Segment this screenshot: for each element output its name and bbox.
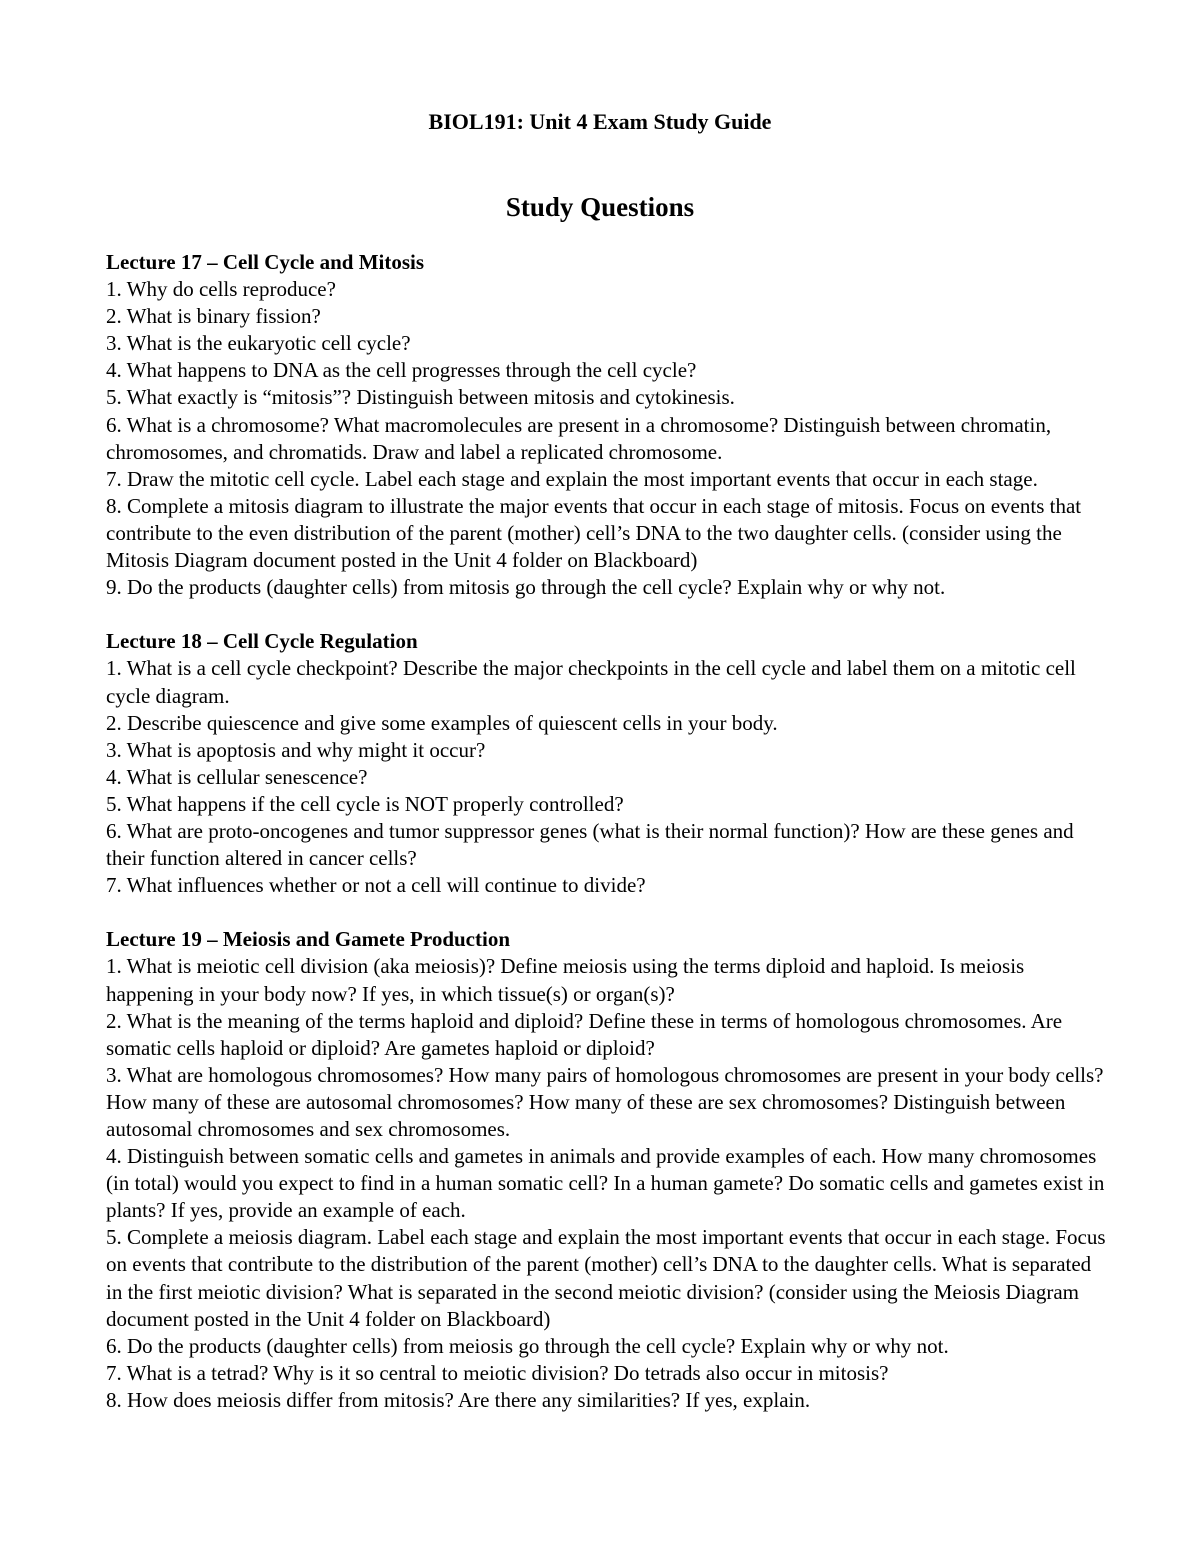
study-question: 2. Describe quiescence and give some examples of quiescent cells in your body. <box>106 710 778 735</box>
study-question: 7. What is a tetrad? Why is it so central to meiotic division? Do tetrads also occur in mitosis? <box>106 1360 889 1385</box>
study-question: 6. Do the products (daughter cells) from meiosis go through the cell cycle? Explain why or why not. <box>106 1333 949 1358</box>
study-question: 3. What is apoptosis and why might it occur? <box>106 737 486 762</box>
study-question: 3. What is the eukaryotic cell cycle? <box>106 331 411 356</box>
study-question: 1. What is meiotic cell division (aka meiosis)? Define meiosis using the terms diploid and haploid. Is meiosis happening in your body now? If yes, in which tissue(s) or organ(s)? <box>106 954 1025 1006</box>
study-question: 4. What happens to DNA as the cell progresses through the cell cycle? <box>106 358 697 383</box>
study-question: 1. What is a cell cycle checkpoint? Describe the major checkpoints in the cell cycle and label them on a mitotic cell cycle diagram. <box>106 656 1076 708</box>
study-question: 7. Draw the mitotic cell cycle. Label each stage and explain the most important events that occur in each stage. <box>106 466 1038 491</box>
study-question: 6. What are proto-oncogenes and tumor suppressor genes (what is their normal function)? How are these genes and their function altered in cancer cells? <box>106 818 1074 871</box>
study-question: 4. What is cellular senescence? <box>106 764 368 789</box>
study-question: 7. What influences whether or not a cell will continue to divide? <box>106 873 646 898</box>
study-question: 8. Complete a mitosis diagram to illustrate the major events that occur in each stage of mitosis. Focus on events that contribute to the even distribution of the parent (mother) cell’s DNA to the two daughter cells. (consider using the Mitosis Diagram document posted in the Unit 4 folder on Blackboard) <box>106 493 1082 573</box>
section-heading: Lecture 19 – Meiosis and Gamete Production <box>106 927 511 952</box>
study-question: 9. Do the products (daughter cells) from mitosis go through the cell cycle? Explain why or why not. <box>106 575 946 600</box>
study-question: 8. How does meiosis differ from mitosis? Are there any similarities? If yes, explain. <box>106 1387 811 1412</box>
study-question: 6. What is a chromosome? What macromolecules are present in a chromosome? Distinguish between chromatin, chromosomes, and chromatids. Draw and label a replicated chromosome. <box>106 412 1052 464</box>
section-heading: Lecture 17 – Cell Cycle and Mitosis <box>106 250 425 274</box>
study-question: 3. What are homologous chromosomes? How many pairs of homologous chromosomes are present in your body cells? How many of these are autosomal chromosomes? How many of these are sex chromosomes? Distinguish between autosomal chromosomes and sex chromosomes. <box>106 1062 1104 1141</box>
section-lecture-17 <box>106 249 1106 601</box>
study-question: 1. Why do cells reproduce? <box>106 277 336 302</box>
study-question: 5. Complete a meiosis diagram. Label each stage and explain the most important events that occur in each stage. Focus on events that contribute to the distribution of the parent (mother) cell’s DNA to the daughter cells. What is separated in the first meiotic division? What is separated in the second meiotic division? (consider using the Meiosis Diagram document posted in the Unit 4 folder on Blackboard) <box>106 1225 1106 1331</box>
study-question: 5. What exactly is “mitosis”? Distinguish between mitosis and cytokinesis. <box>106 385 735 410</box>
study-question: 2. What is the meaning of the terms haploid and diploid? Define these in terms of homologous chromosomes. Are somatic cells haploid or diploid? Are gametes haploid or diploid? <box>106 1008 1063 1060</box>
section-heading: Lecture 18 – Cell Cycle Regulation <box>106 629 418 654</box>
study-question: 5. What happens if the cell cycle is NOT properly controlled? <box>106 791 624 816</box>
document-body <box>106 249 1106 1441</box>
study-question: 4. Distinguish between somatic cells and gametes in animals and provide examples of each. How many chromosomes (in total) would you expect to find in a human somatic cell? In a human gamete? Do somatic cells and gametes exist in plants? If yes, provide an example of each. <box>106 1144 1105 1223</box>
section-lecture-19 <box>106 926 1106 1414</box>
document-title: BIOL191: Unit 4 Exam Study Guide <box>428 109 772 134</box>
section-lecture-18 <box>106 628 1106 899</box>
study-question: 2. What is binary fission? <box>106 304 321 329</box>
document-subtitle: Study Questions <box>505 192 695 222</box>
